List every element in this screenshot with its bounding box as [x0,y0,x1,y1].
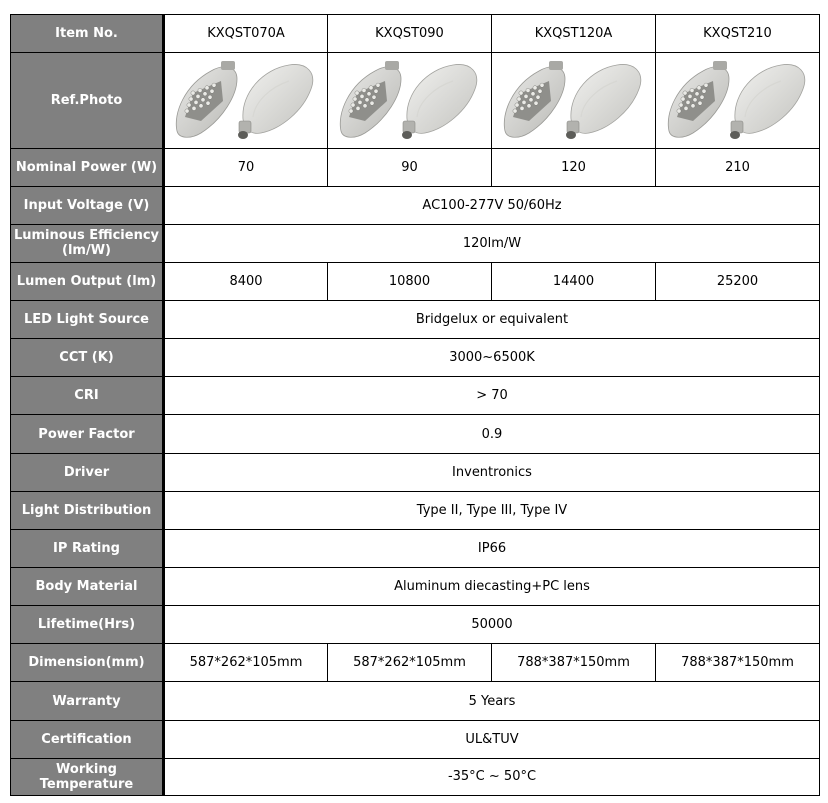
input-voltage-label: Input Voltage (V) [11,186,164,224]
led-chip [694,92,698,96]
led-chip [187,103,191,107]
led-chip [687,95,691,99]
led-chip [375,83,379,87]
led-chip [359,95,363,99]
dimension-value: 788*387*150mm [656,644,820,682]
row-luminous-efficiency [11,224,820,262]
pole-mount [731,121,743,133]
lamp-rear-view [730,65,805,139]
led-chip [189,97,193,101]
street-light-photo-icon [171,57,321,143]
dimension-value: 587*262*105mm [164,644,328,682]
led-chip [525,89,529,93]
ref-photo-label: Ref.Photo [11,53,164,148]
dimension-value: 788*387*150mm [492,644,656,682]
led-chip [514,103,518,107]
lamp-front-view [176,61,237,137]
led-chip [697,101,701,105]
led-chip [682,91,686,95]
row-item-no [11,15,820,53]
lamp-mount [385,61,399,70]
cct-value: 3000~6500K [164,339,820,377]
dimension-value: 587*262*105mm [328,644,492,682]
pole-opening [238,131,248,139]
led-chip [690,104,694,108]
model-name: KXQST210 [656,15,820,53]
lumen-output-value: 25200 [656,262,820,300]
certification-value: UL&TUV [164,720,820,758]
row-light-distribution [11,491,820,529]
led-chip [519,107,523,111]
dimension-label: Dimension(mm) [11,644,164,682]
led-chip [701,89,705,93]
row-ref-photo [11,53,820,148]
lamp-body [243,65,313,134]
lumen-output-value: 10800 [328,262,492,300]
row-ip-rating [11,529,820,567]
led-chip [699,95,703,99]
led-chip [685,101,689,105]
model-name: KXQST070A [164,15,328,53]
row-nominal-power [11,148,820,186]
led-light-source-value: Bridgelux or equivalent [164,301,820,339]
lumen-output-label: Lumen Output (lm) [11,262,164,300]
certification-label: Certification [11,720,164,758]
power-factor-label: Power Factor [11,415,164,453]
led-chip [354,91,358,95]
lumen-output-value: 14400 [492,262,656,300]
lamp-mount [713,61,727,70]
led-chip [210,89,214,93]
led-chip [539,83,543,87]
lamp-body [734,65,804,134]
led-chip [680,97,684,101]
lumen-output-value: 8400 [164,262,328,300]
led-chip [196,95,200,99]
lamp-mount [221,61,235,70]
nominal-power-label: Nominal Power (W) [11,148,164,186]
row-cri [11,377,820,415]
lifetime-value: 50000 [164,606,820,644]
led-chip [198,89,202,93]
row-warranty [11,682,820,720]
led-chip [185,109,189,113]
led-chip [696,86,700,90]
lamp-rear-view [402,65,477,139]
model-name: KXQST120A [492,15,656,53]
ip-rating-value: IP66 [164,529,820,567]
driver-value: Inventronics [164,453,820,491]
light-distribution-label: Light Distribution [11,491,164,529]
ref-photo-cell [656,53,820,148]
led-chip [535,95,539,99]
street-light-photo-icon [499,57,649,143]
lamp-mount [549,61,563,70]
row-working-temperature [11,758,820,795]
led-chip [703,83,707,87]
ip-rating-label: IP Rating [11,529,164,567]
lifetime-label: Lifetime(Hrs) [11,606,164,644]
luminous-efficiency-value: 120lm/W [164,224,820,262]
led-chip [201,98,205,102]
lamp-rear-view [566,65,641,139]
led-chip [355,107,359,111]
led-chip [352,97,356,101]
led-chip [357,101,361,105]
led-chip [532,86,536,90]
led-chip [192,107,196,111]
working-temperature-label: Working Temperature [11,758,164,795]
pole-opening [730,131,740,139]
led-chip [191,91,195,95]
row-lumen-output [11,262,820,300]
warranty-label: Warranty [11,682,164,720]
cri-label: CRI [11,377,164,415]
power-factor-value: 0.9 [164,415,820,453]
ref-photo-cell [328,53,492,148]
street-light-photo-icon [335,57,485,143]
led-chip [369,101,373,105]
luminous-efficiency-label: Luminous Efficiency (lm/W) [11,224,164,262]
led-chip [212,83,216,87]
led-chip [683,107,687,111]
lamp-body [570,65,640,134]
light-distribution-value: Type II, Type III, Type IV [164,491,820,529]
led-chip [512,109,516,113]
led-chip [526,104,530,108]
led-chip [530,92,534,96]
item-no-label: Item No. [11,15,164,53]
led-chip [364,98,368,102]
row-lifetime [11,606,820,644]
led-chip [689,89,693,93]
led-chip [194,101,198,105]
lamp-front-view [504,61,565,137]
spec-table [10,14,820,796]
input-voltage-value: AC100-277V 50/60Hz [164,186,820,224]
row-cct [11,339,820,377]
lamp-front-view [668,61,729,137]
led-chip [537,89,541,93]
pole-mount [403,121,415,133]
row-driver [11,453,820,491]
body-material-value: Aluminum diecasting+PC lens [164,568,820,606]
led-chip [366,92,370,96]
ref-photo-cell [492,53,656,148]
lamp-front-view [340,61,401,137]
row-certification [11,720,820,758]
led-chip [206,101,210,105]
led-chip [208,95,212,99]
row-led-light-source [11,301,820,339]
cct-label: CCT (K) [11,339,164,377]
led-light-source-label: LED Light Source [11,301,164,339]
led-chip [678,103,682,107]
led-chip [203,92,207,96]
lamp-body [406,65,476,134]
led-chip [350,103,354,107]
pole-mount [239,121,251,133]
working-temperature-value: -35°C ~ 50°C [164,758,820,795]
street-light-photo-icon [663,57,813,143]
pole-mount [567,121,579,133]
led-chip [362,104,366,108]
lamp-rear-view [238,65,313,139]
led-chip [205,86,209,90]
ref-photo-cell [164,53,328,148]
led-chip [692,98,696,102]
warranty-value: 5 Years [164,682,820,720]
led-chip [523,95,527,99]
led-chip [373,89,377,93]
cri-value: > 70 [164,377,820,415]
led-chip [676,109,680,113]
nominal-power-value: 90 [328,148,492,186]
led-chip [348,109,352,113]
row-input-voltage [11,186,820,224]
row-power-factor [11,415,820,453]
nominal-power-value: 210 [656,148,820,186]
model-name: KXQST090 [328,15,492,53]
led-chip [368,86,372,90]
nominal-power-value: 120 [492,148,656,186]
led-chip [521,101,525,105]
driver-label: Driver [11,453,164,491]
led-chip [528,98,532,102]
row-body-material [11,568,820,606]
led-chip [533,101,537,105]
pole-opening [402,131,412,139]
row-dimension [11,644,820,682]
body-material-label: Body Material [11,568,164,606]
led-chip [371,95,375,99]
led-chip [518,91,522,95]
led-chip [199,104,203,108]
nominal-power-value: 70 [164,148,328,186]
led-chip [361,89,365,93]
pole-opening [566,131,576,139]
led-chip [516,97,520,101]
